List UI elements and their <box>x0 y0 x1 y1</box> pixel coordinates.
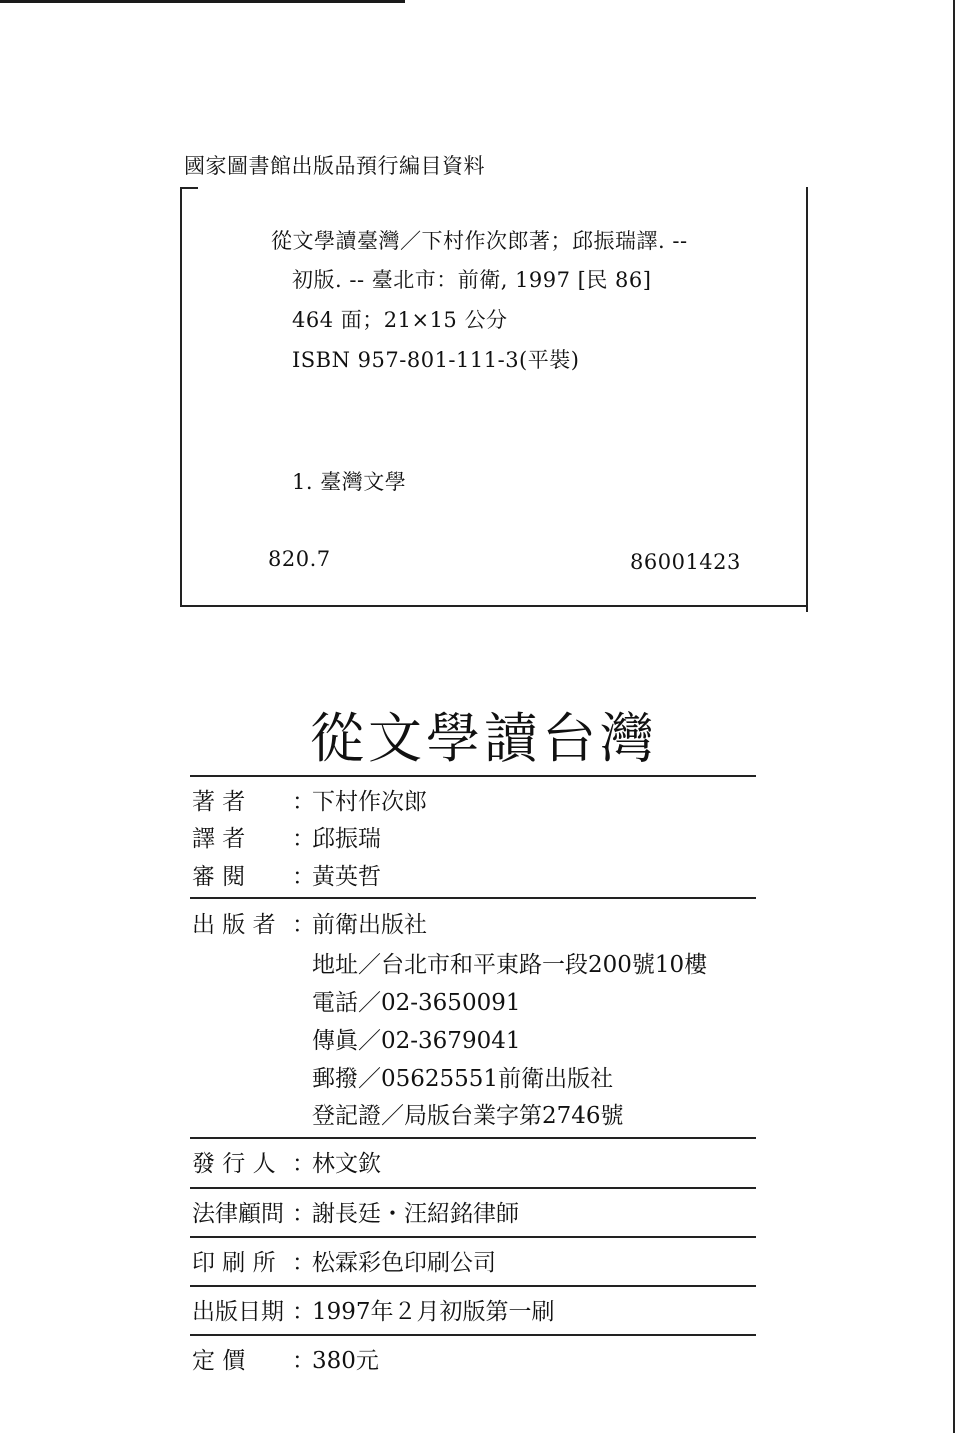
cip-heading: 國家圖書館出版品預行編目資料 <box>184 154 485 178</box>
cip-box-top-tick <box>180 187 198 189</box>
publisher-registration: 登記證／局版台業字第2746號 <box>312 1103 624 1129</box>
translator-label: 譯 者 <box>192 826 246 852</box>
legal-counsel-value: 謝長廷・汪紹銘律師 <box>312 1201 519 1227</box>
cip-record-number: 86001423 <box>630 550 741 574</box>
cip-edition-imprint: 初版. -- 臺北市：前衛, 1997 [民 86] <box>292 268 652 292</box>
author-value: 下村作次郎 <box>312 789 427 815</box>
issuer-label: 發 行 人 <box>192 1151 276 1177</box>
cip-physical-description: 464 面；21×15 公分 <box>292 308 508 332</box>
colon: ： <box>292 826 315 852</box>
colophon-divider <box>190 775 756 777</box>
colophon-divider <box>190 1236 756 1238</box>
reviewer-label: 審 閱 <box>192 864 246 890</box>
publisher-address: 地址／台北市和平東路一段200號10樓 <box>312 952 708 978</box>
book-title: 從文學讀台灣 <box>310 707 658 770</box>
publication-date-label: 出版日期 <box>192 1299 284 1325</box>
issuer-value: 林文欽 <box>312 1151 381 1177</box>
scan-right-border <box>953 0 955 1433</box>
scan-top-border <box>0 0 405 3</box>
publisher-label: 出 版 者 <box>192 912 276 938</box>
colon: ： <box>292 1151 315 1177</box>
colophon-divider <box>190 897 756 899</box>
printer-value: 松霖彩色印刷公司 <box>312 1250 496 1276</box>
price-value: 380元 <box>312 1348 379 1374</box>
cip-title-statement: 從文學讀臺灣／下村作次郎著；邱振瑞譯. -- <box>271 229 688 253</box>
colon: ： <box>292 1201 315 1227</box>
cip-class-number: 820.7 <box>268 547 331 571</box>
colophon-divider <box>190 1137 756 1139</box>
colon: ： <box>292 1348 315 1374</box>
colon: ： <box>292 789 315 815</box>
publication-date-value: 1997年２月初版第一刷 <box>312 1299 555 1325</box>
colon: ： <box>292 864 315 890</box>
colophon-divider <box>190 1187 756 1189</box>
colophon-divider <box>190 1334 756 1336</box>
cip-box-left-border <box>180 187 182 607</box>
translator-value: 邱振瑞 <box>312 826 381 852</box>
publisher-postal-account: 郵撥／05625551前衛出版社 <box>312 1066 614 1092</box>
publisher-fax: 傳眞／02-3679041 <box>312 1028 521 1054</box>
colon: ： <box>292 912 315 938</box>
colon: ： <box>292 1250 315 1276</box>
colon: ： <box>292 1299 315 1325</box>
printer-label: 印 刷 所 <box>192 1250 276 1276</box>
cip-subject: 1. 臺灣文學 <box>292 470 407 494</box>
colophon-divider <box>190 1285 756 1287</box>
author-label: 著 者 <box>192 789 246 815</box>
price-label: 定 價 <box>192 1348 246 1374</box>
legal-counsel-label: 法律顧問 <box>192 1201 284 1227</box>
cip-isbn: ISBN 957-801-111-3(平裝) <box>292 348 580 372</box>
cip-box-right-border <box>806 187 808 612</box>
publisher-phone: 電話／02-3650091 <box>312 990 521 1016</box>
reviewer-value: 黃英哲 <box>312 864 381 890</box>
publisher-value: 前衛出版社 <box>312 912 427 938</box>
cip-box-bottom-border <box>180 605 808 607</box>
